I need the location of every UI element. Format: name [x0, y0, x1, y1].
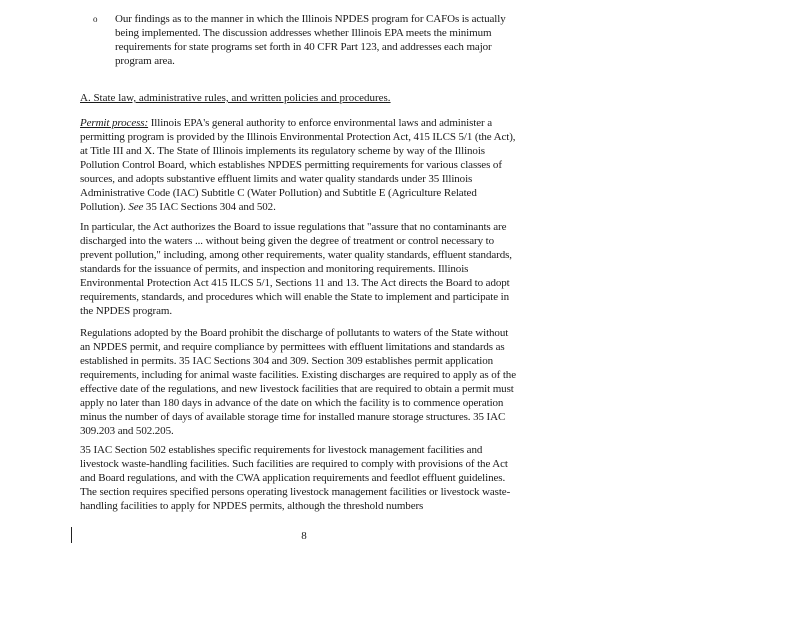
- section-502-paragraph: 35 IAC Section 502 establishes specific requirements for livestock management facilities and livestock waste-handling facilities. Such facilities are required to comply with provisions of the Act and Board regulations, and with the CWA application requirements and feedlot effluent guidelines. The section requires specified persons operating livestock management facilities or livestock waste-handling facilities to apply for NPDES permits, although the threshold numbers: [80, 444, 511, 512]
- board-regulations-paragraph: Regulations adopted by the Board prohibit the discharge of pollutants to waters of the State without an NPDES permit, and require compliance by permittees with effluent limitations and standards as established in permits. 35 IAC Sections 304 and 309. Section 309 establishes permit application requirements, including for animal waste facilities. Existing discharges are required to apply as of the effective date of the regulations, and new livestock facilities that are required to obtain a permit must apply no later than 180 days in advance of the date on which the facility is to commence operation minus the number of days of available storage time for installed manure storage structures. 35 IAC 309.203 and 502.205.: [80, 327, 516, 437]
- findings-bullet-text: Our findings as to the manner in which the Illinois NPDES program for CAFOs is actually being implemented. The discussion addresses whether Illinois EPA meets the minimum requirements for state programs set forth in 40 CFR Part 123, and addresses each major program area.: [115, 13, 506, 67]
- act-authorization-paragraph: In particular, the Act authorizes the Board to issue regulations that "assure that no contaminants are discharged into the waters ... without being given the degree of treatment or control necessary to prevent pollution," including, among other requirements, water quality standards, effluent standards, standards for the issuance of permits, and inspection and monitoring requirements. Illinois Environmental Protection Act 415 ILCS 5/1, Sections 11 and 13. The Act directs the Board to adopt requirements, standards, and procedures which will enable the State to implement and participate in the NPDES program.: [80, 221, 512, 317]
- findings-bullet-item: [93, 12, 523, 68]
- bullet-marker: o: [93, 14, 98, 24]
- margin-change-bar: [71, 527, 72, 543]
- permit-process-citation: 35 IAC Sections 304 and 502.: [143, 201, 276, 213]
- section-a-heading: A. State law, administrative rules, and written policies and procedures.: [80, 92, 391, 104]
- permit-process-body: Illinois EPA's general authority to enforce environmental laws and administer a permitting program is provided by the Illinois Environmental Protection Act, 415 ILCS 5/1 (the Act), at Title III and X. The State of Illinois implements its regulatory scheme by way of the Illinois Pollution Control Board, which establishes NPDES permitting requirements for various classes of sources, and adopts substantive effluent limits and water quality standards under 35 Illinois Administrative Code (IAC) Subtitle C (Water Pollution) and Subtitle E (Agriculture Related Pollution).: [80, 117, 516, 213]
- permit-process-paragraph: [80, 116, 520, 214]
- page-number: 8: [301, 530, 307, 542]
- see-citation-signal: See: [128, 201, 144, 213]
- permit-process-label: Permit process:: [80, 117, 149, 129]
